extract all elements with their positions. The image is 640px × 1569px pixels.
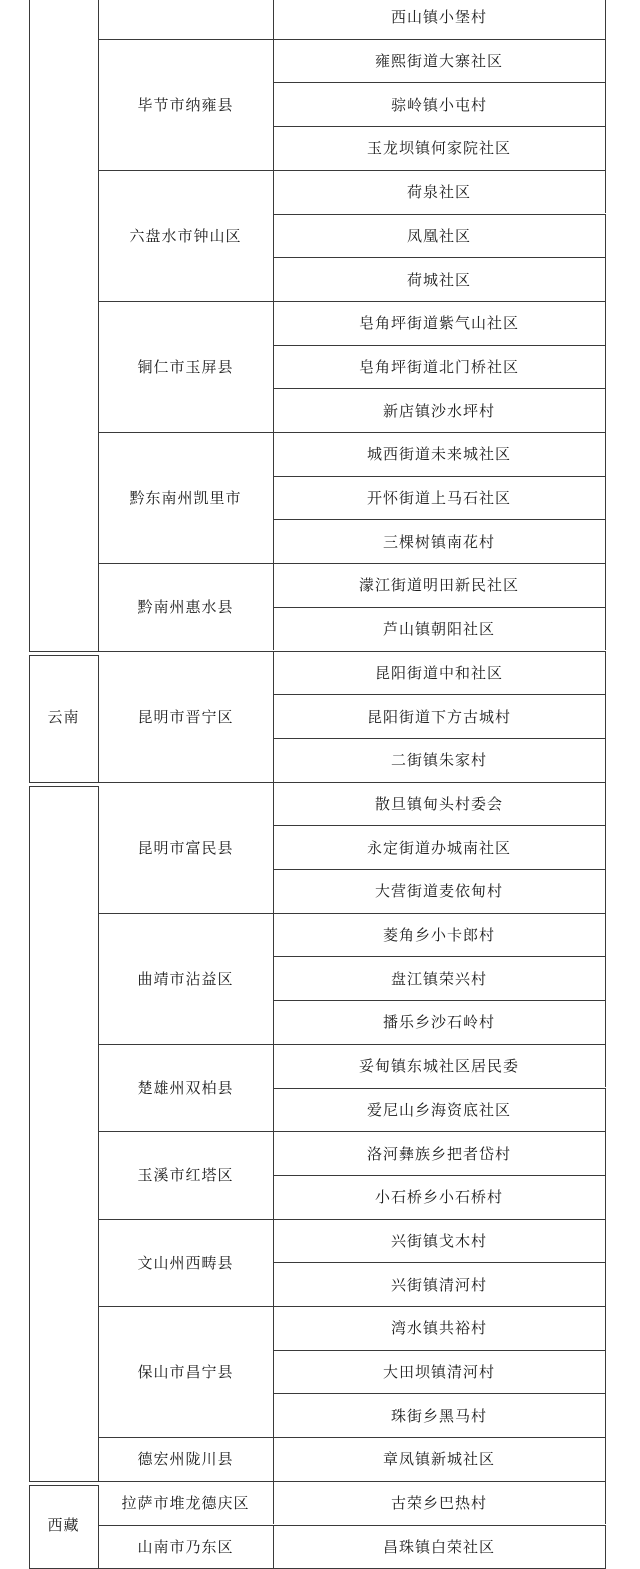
community-cell: 小石桥乡小石桥村 xyxy=(374,1188,503,1207)
city-cell xyxy=(98,0,273,39)
city-cell: 曲靖市沾益区 xyxy=(137,969,234,988)
community-cell: 妥甸镇东城社区居民委 xyxy=(358,1057,519,1076)
city-cell: 文山州西畴县 xyxy=(137,1253,234,1272)
community-cell: 大田坝镇清河村 xyxy=(382,1363,495,1382)
table-right-border xyxy=(605,1350,606,1394)
table-right-border xyxy=(605,651,606,695)
province-cell: 云南 xyxy=(47,707,80,726)
city-cell: 昆明市富民县 xyxy=(137,838,234,857)
community-cell: 三棵树镇南花村 xyxy=(382,532,495,551)
table-right-border xyxy=(605,1481,606,1525)
table-right-border xyxy=(605,432,606,476)
community-cell: 散旦镇甸头村委会 xyxy=(374,794,503,813)
city-cell: 德宏州陇川县 xyxy=(137,1450,234,1469)
community-cell: 章凤镇新城社区 xyxy=(382,1450,495,1469)
community-cell: 二街镇朱家村 xyxy=(390,751,487,770)
table-right-border xyxy=(605,126,606,170)
table-right-border xyxy=(605,869,606,913)
community-cell: 大营街道麦依甸村 xyxy=(374,882,503,901)
table-right-border xyxy=(605,1437,606,1481)
table-right-border xyxy=(605,214,606,258)
table-right-border xyxy=(605,345,606,389)
table-right-border xyxy=(605,956,606,1000)
community-cell: 盘江镇荣兴村 xyxy=(390,969,487,988)
community-cell: 雍熙街道大寨社区 xyxy=(374,52,503,71)
table-right-border xyxy=(605,1393,606,1437)
table-right-border xyxy=(605,519,606,563)
table-right-border xyxy=(605,694,606,738)
table-right-border xyxy=(605,913,606,957)
community-cell: 爱尼山乡海资底社区 xyxy=(366,1100,511,1119)
community-cell: 芦山镇朝阳社区 xyxy=(382,620,495,639)
table-right-border xyxy=(605,39,606,83)
community-cell: 珠街乡黑马村 xyxy=(390,1406,487,1425)
table-right-border xyxy=(605,82,606,126)
community-cell: 菱角乡小卡郎村 xyxy=(382,926,495,945)
city-cell: 黔南州惠水县 xyxy=(137,598,234,617)
community-cell: 皂角坪街道北门桥社区 xyxy=(358,357,519,376)
table-right-border xyxy=(605,301,606,345)
community-cell: 骔岭镇小屯村 xyxy=(390,95,487,114)
community-cell: 兴街镇清河村 xyxy=(390,1275,487,1294)
table-right-border xyxy=(605,1219,606,1263)
city-cell: 玉溪市红塔区 xyxy=(137,1166,234,1185)
community-cell: 新店镇沙水坪村 xyxy=(382,401,495,420)
community-cell: 湾水镇共裕村 xyxy=(390,1319,487,1338)
table-right-border xyxy=(605,782,606,826)
community-cell: 城西街道未来城社区 xyxy=(366,445,511,464)
city-cell: 楚雄州双柏县 xyxy=(137,1078,234,1097)
table-right-border xyxy=(605,1525,606,1569)
community-cell: 兴街镇戈木村 xyxy=(390,1231,487,1250)
table-right-border xyxy=(605,0,606,39)
province-cell xyxy=(29,0,98,651)
community-cell: 永定街道办城南社区 xyxy=(366,838,511,857)
community-cell: 开怀街道上马石社区 xyxy=(366,489,511,508)
city-cell: 保山市昌宁县 xyxy=(137,1363,234,1382)
community-cell: 昆阳街道中和社区 xyxy=(374,663,503,682)
table-right-border xyxy=(605,1306,606,1350)
table-right-border xyxy=(605,1088,606,1132)
city-cell: 拉萨市堆龙德庆区 xyxy=(121,1494,250,1513)
city-cell: 黔东南州凯里市 xyxy=(129,489,242,508)
community-cell: 玉龙坝镇何家院社区 xyxy=(366,139,511,158)
table-right-border xyxy=(605,1044,606,1088)
table-right-border xyxy=(605,738,606,782)
community-cell: 昆阳街道下方古城村 xyxy=(366,707,511,726)
city-cell: 昆明市晋宁区 xyxy=(137,707,234,726)
community-cell: 濛江街道明田新民社区 xyxy=(358,576,519,595)
table-right-border xyxy=(605,170,606,214)
community-cell: 昌珠镇白荣社区 xyxy=(382,1537,495,1556)
province-cell: 西藏 xyxy=(47,1515,80,1534)
table-right-border xyxy=(605,476,606,520)
community-cell: 皂角坪街道紫气山社区 xyxy=(358,314,519,333)
city-cell: 山南市乃东区 xyxy=(137,1537,234,1556)
province-cell xyxy=(29,782,98,1481)
community-cell: 凤凰社区 xyxy=(406,226,471,245)
table-right-border xyxy=(605,388,606,432)
city-cell: 六盘水市钟山区 xyxy=(129,226,242,245)
table-right-border xyxy=(605,1262,606,1306)
city-cell: 铜仁市玉屏县 xyxy=(137,357,234,376)
table-right-border xyxy=(605,1175,606,1219)
community-cell: 西山镇小堡村 xyxy=(390,8,487,27)
community-cell: 荷泉社区 xyxy=(406,183,471,202)
community-cell: 古荣乡巴热村 xyxy=(390,1494,487,1513)
community-cell: 播乐乡沙石岭村 xyxy=(382,1013,495,1032)
table-right-border xyxy=(605,1131,606,1175)
table-right-border xyxy=(605,257,606,301)
community-cell: 荷城社区 xyxy=(406,270,471,289)
table-right-border xyxy=(605,1000,606,1044)
table-right-border xyxy=(605,607,606,651)
table-right-border xyxy=(605,563,606,607)
community-cell: 洛河彝族乡把者岱村 xyxy=(366,1144,511,1163)
table-right-border xyxy=(605,825,606,869)
city-cell: 毕节市纳雍县 xyxy=(137,95,234,114)
